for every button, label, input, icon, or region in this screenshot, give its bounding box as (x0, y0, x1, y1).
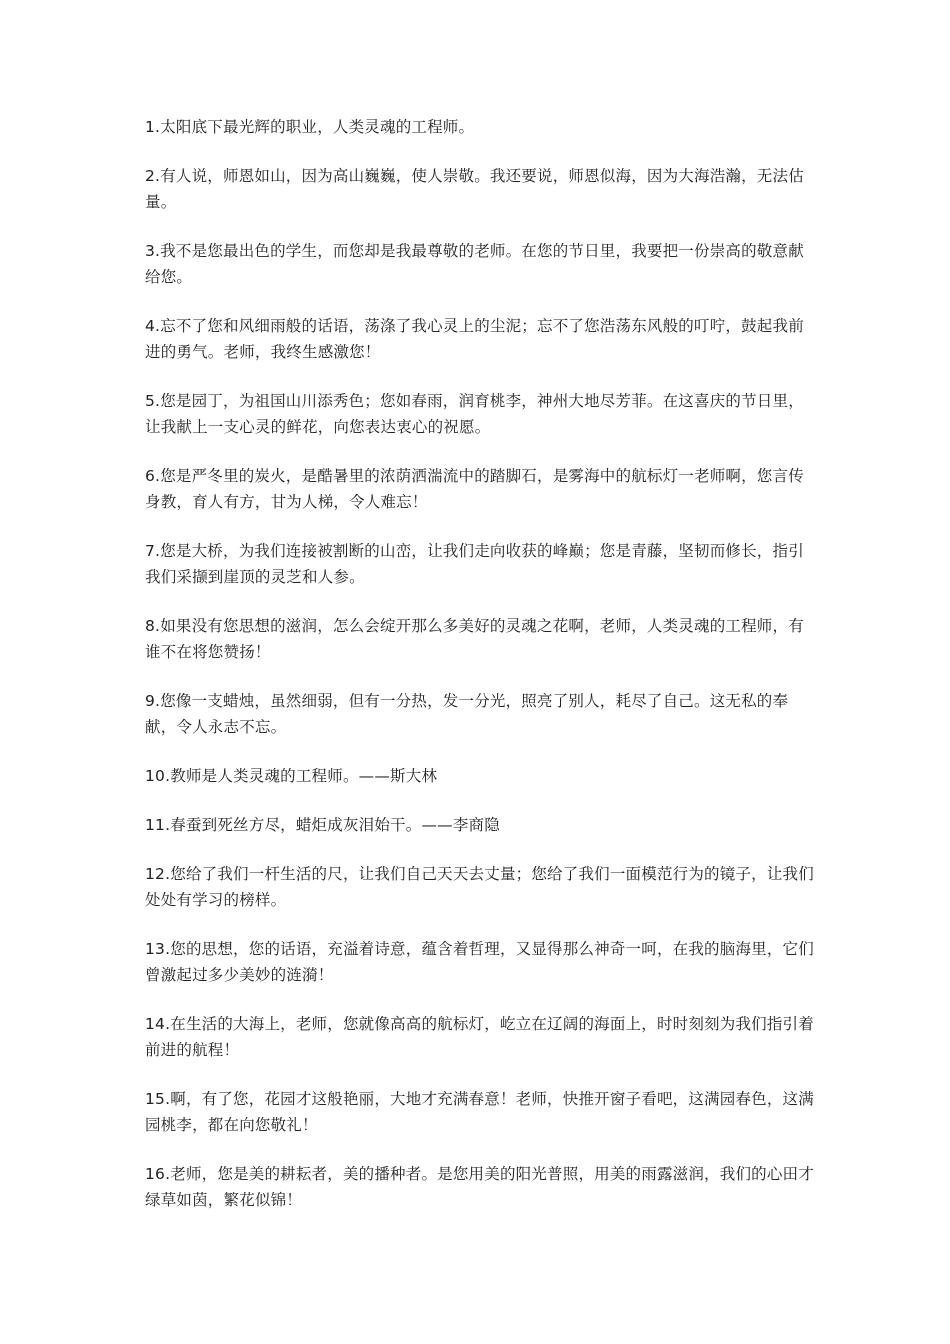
paragraph-4: 4.忘不了您和风细雨般的话语，荡涤了我心灵上的尘泥；忘不了您浩荡东风般的叮咛，鼓起我前进的勇气。老师，我终生感激您！ (145, 317, 804, 361)
paragraph-1: 1.太阳底下最光辉的职业，人类灵魂的工程师。 (145, 118, 475, 136)
paragraph-11: 11.春蚕到死丝方尽，蜡炬成灰泪始干。——李商隐 (145, 816, 500, 834)
paragraph-16: 16.老师，您是美的耕耘者，美的播种者。是您用美的阳光普照，用美的雨露滋润，我们的心田才绿草如茵，繁花似锦！ (145, 1165, 814, 1209)
paragraph-12: 12.您给了我们一杆生活的尺，让我们自己天天去丈量；您给了我们一面模范行为的镜子，让我们处处有学习的榜样。 (145, 865, 814, 909)
paragraph-3: 3.我不是您最出色的学生，而您却是我最尊敬的老师。在您的节日里，我要把一份崇高的敬意献给您。 (145, 242, 804, 286)
paragraph-14: 14.在生活的大海上，老师，您就像高高的航标灯，屹立在辽阔的海面上，时时刻刻为我们指引着前进的航程！ (145, 1015, 814, 1059)
paragraph-2: 2.有人说，师恩如山，因为高山巍巍，使人崇敬。我还要说，师恩似海，因为大海浩瀚，无法估量。 (145, 167, 804, 211)
paragraph-10: 10.教师是人类灵魂的工程师。——斯大林 (145, 767, 438, 785)
paragraph-15: 15.啊，有了您，花园才这般艳丽，大地才充满春意！老师，快推开窗子看吧，这满园春色，这满园桃李，都在向您敬礼！ (145, 1090, 814, 1134)
paragraph-5: 5.您是园丁，为祖国山川添秀色；您如春雨，润育桃李，神州大地尽芳菲。在这喜庆的节日里，让我献上一支心灵的鲜花，向您表达衷心的祝愿。 (145, 392, 804, 436)
paragraph-6: 6.您是严冬里的炭火，是酷暑里的浓荫洒湍流中的踏脚石，是雾海中的航标灯一老师啊，您言传身教，育人有方，甘为人梯，令人难忘！ (145, 467, 804, 511)
paragraph-9: 9.您像一支蜡烛，虽然细弱，但有一分热，发一分光，照亮了别人，耗尽了自己。这无私的奉献，令人永志不忘。 (145, 692, 789, 736)
paragraph-13: 13.您的思想，您的话语，充溢着诗意，蕴含着哲理，又显得那么神奇一呵，在我的脑海里，它们曾激起过多少美妙的涟漪！ (145, 940, 814, 984)
paragraph-8: 8.如果没有您思想的滋润，怎么会绽开那么多美好的灵魂之花啊，老师，人类灵魂的工程师，有谁不在将您赞扬！ (145, 617, 804, 661)
paragraph-7: 7.您是大桥，为我们连接被割断的山峦，让我们走向收获的峰巅；您是青藤，坚韧而修长，指引我们采撷到崖顶的灵芝和人参。 (145, 542, 804, 586)
document-body (145, 114, 815, 1236)
